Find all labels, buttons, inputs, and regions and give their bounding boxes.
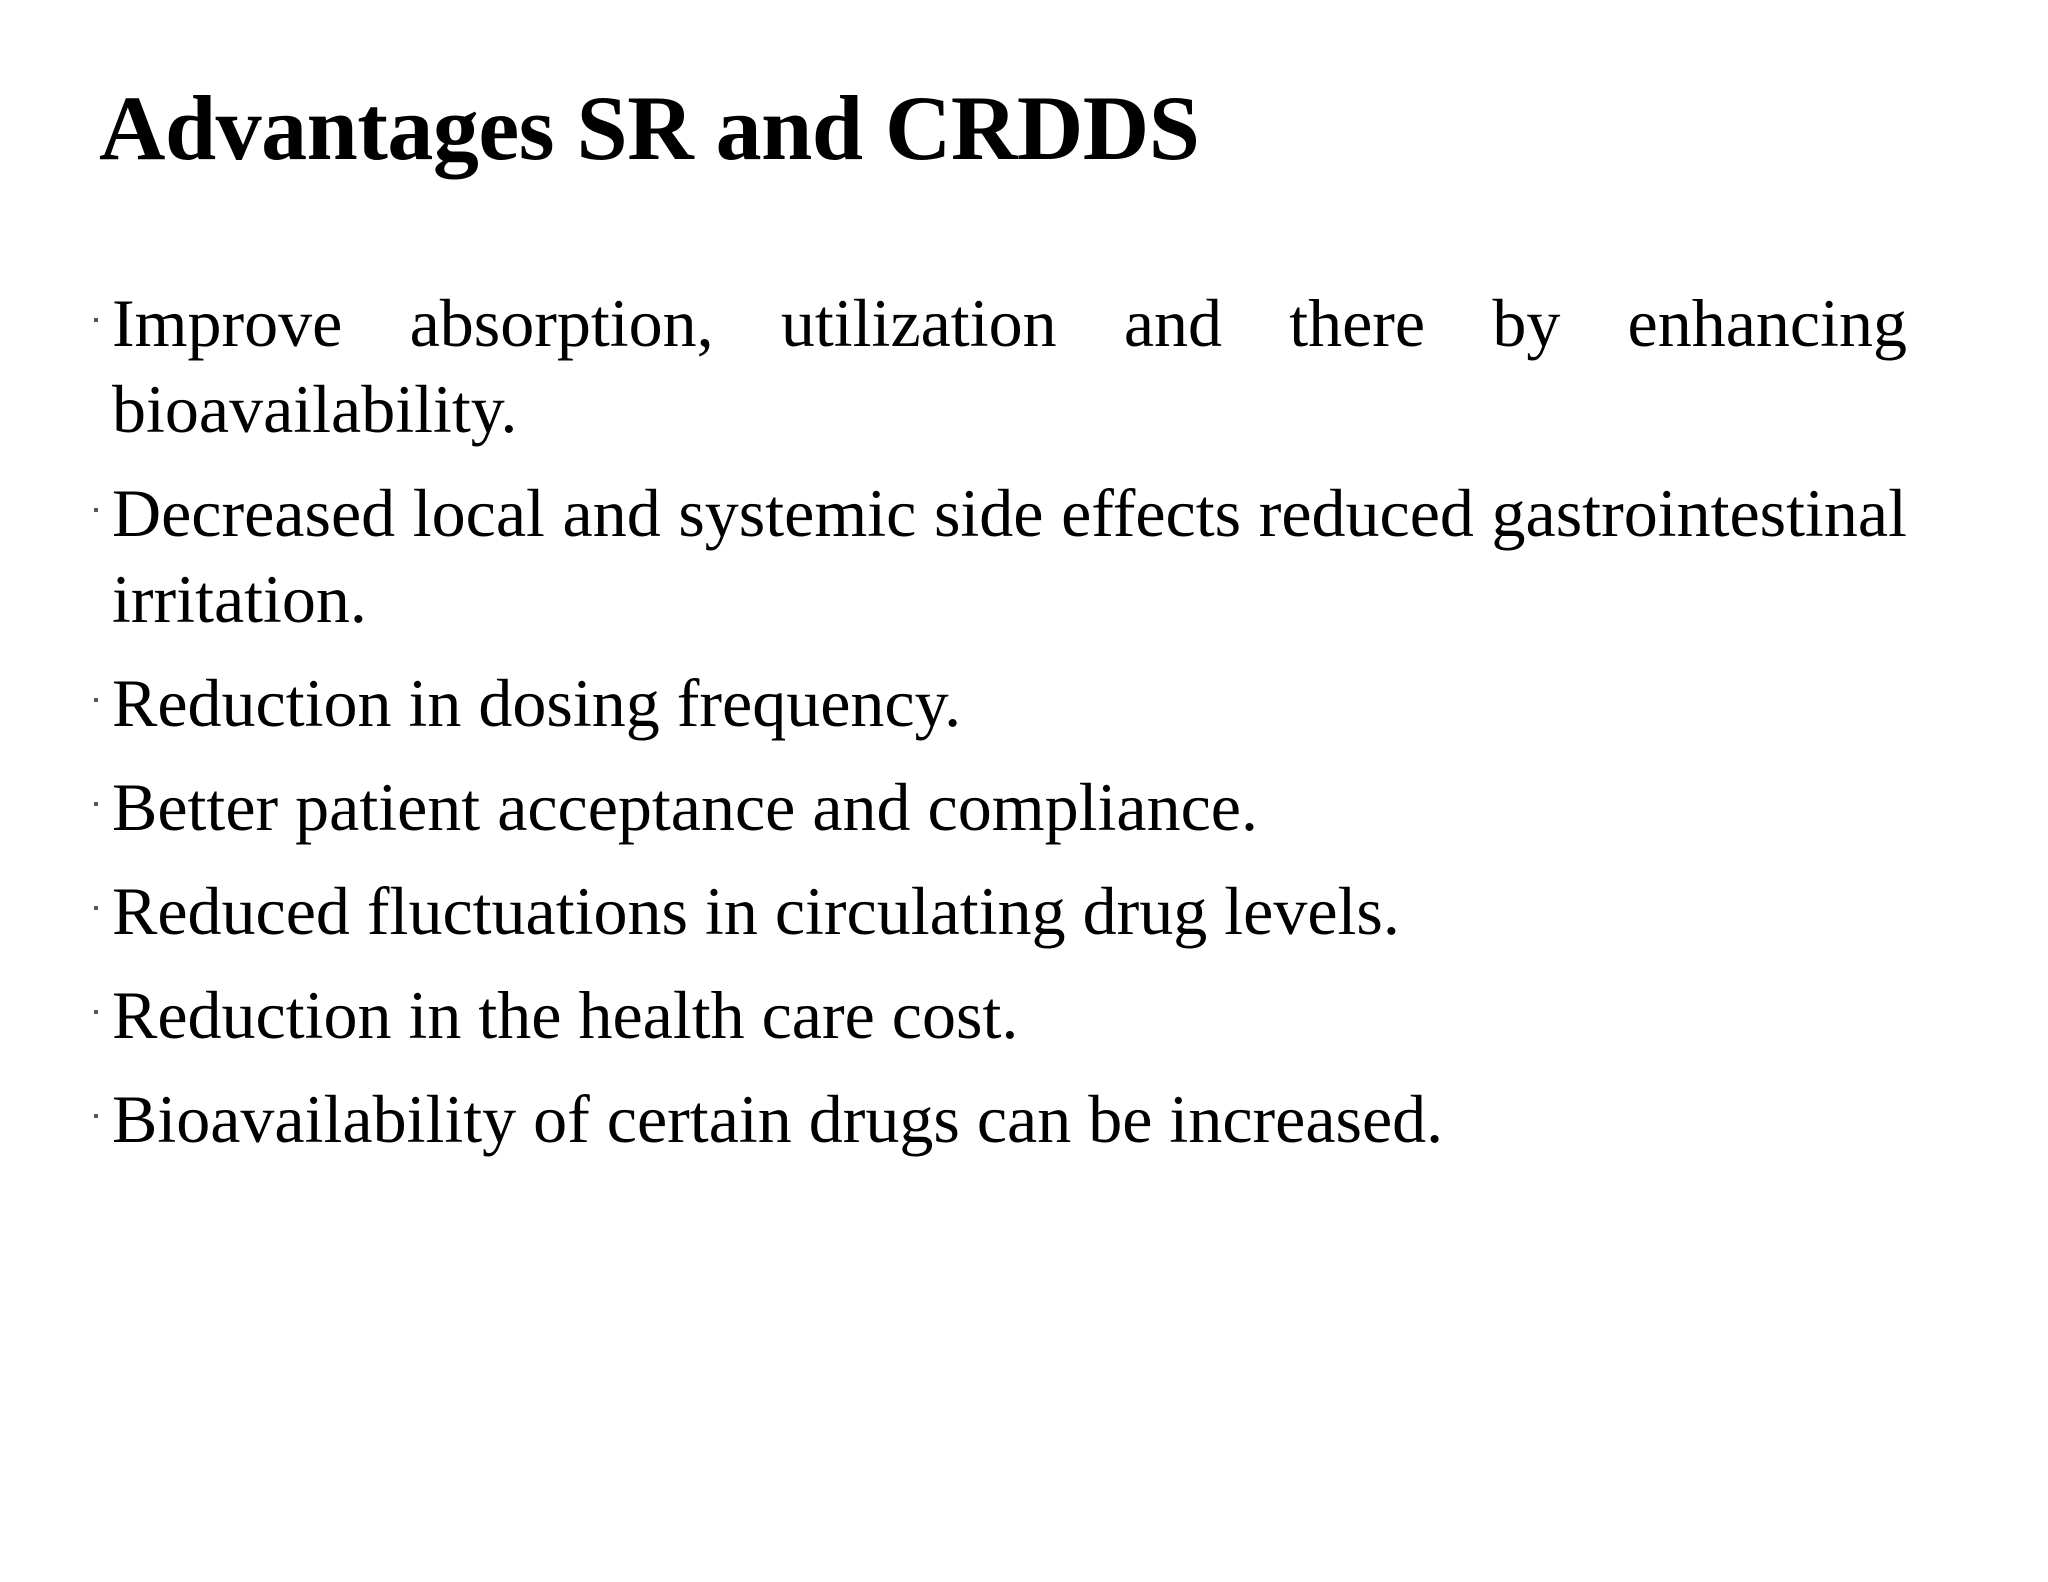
bullet-text: Reduction in dosing frequency.	[112, 665, 962, 741]
bullet-text: Reduced fluctuations in circulating drug levels.	[112, 873, 1400, 949]
bullet-marker	[94, 318, 98, 322]
bullet-item	[112, 470, 1907, 642]
slide-title: Advantages SR and CRDDS	[99, 77, 1200, 179]
bullet-item	[112, 1076, 1907, 1162]
bullet-text: Improve absorption, utilization and there by enhancing bioavailability.	[112, 285, 1907, 447]
bullet-text: Decreased local and systemic side effects reduced gastrointestinal irritation.	[112, 475, 1907, 637]
bullet-marker	[94, 1114, 98, 1118]
bullet-marker	[94, 906, 98, 910]
bullet-text: Better patient acceptance and compliance.	[112, 769, 1258, 845]
bullet-marker	[94, 1010, 98, 1014]
bullet-marker	[94, 698, 98, 702]
bullet-item	[112, 660, 1907, 746]
bullet-text: Bioavailability of certain drugs can be increased.	[112, 1081, 1444, 1157]
bullet-item	[112, 764, 1907, 850]
bullet-marker	[94, 508, 98, 512]
bullet-marker	[94, 802, 98, 806]
bullet-item	[112, 868, 1907, 954]
bullet-item	[112, 972, 1907, 1058]
bullet-list	[112, 280, 1907, 1180]
bullet-text: Reduction in the health care cost.	[112, 977, 1019, 1053]
bullet-item	[112, 280, 1907, 452]
